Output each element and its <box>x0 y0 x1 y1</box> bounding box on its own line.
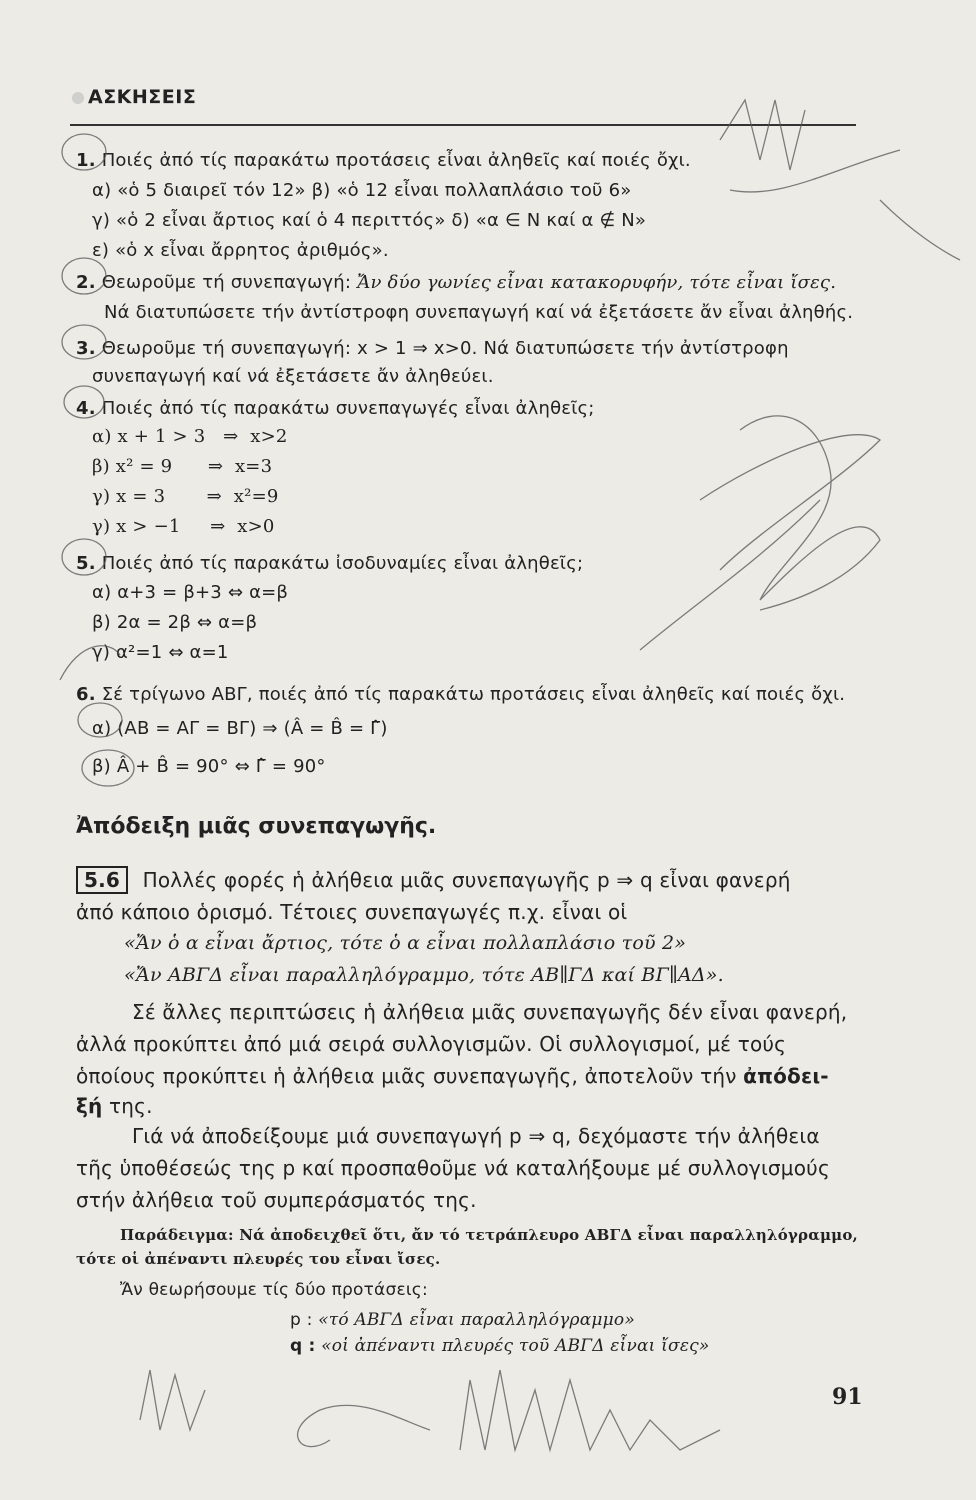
right-scribble-2 <box>700 435 880 570</box>
example-intro: Ἄν θεωρήσουμε τίς δύο προτάσεις: <box>120 1280 428 1300</box>
exercise-1-number: 1. <box>76 150 96 171</box>
signature-mark-3 <box>460 1370 720 1450</box>
right-scribble-3 <box>640 500 820 650</box>
paragraph-2-line-2: ἀλλά προκύπτει ἀπό μιά σειρά συλλογισμῶν. Οἱ συλλογισμοί, μέ τούς <box>76 1032 787 1056</box>
exercise-1-prompt: 1. Ποιές ἀπό τίς παρακάτω προτάσεις εἶναι ἀληθεῖς καί ποιές ὄχι. <box>76 150 691 171</box>
exercise-3-line-2: συνεπαγωγή καί νά ἐξετάσετε ἄν ἀληθεύει. <box>92 366 494 387</box>
proposition-p: p : «τό ΑΒΓΔ εἶναι παραλληλόγραμμο» <box>290 1310 635 1330</box>
exercise-4-circle <box>64 386 104 418</box>
paragraph-number-box: 5.6 <box>76 866 128 894</box>
signature-mark-2 <box>298 1405 430 1446</box>
exercise-1-line-b: γ) «ὁ 2 εἶναι ἄρτιος καί ὁ 4 περιττός» δ) «α ∈ N καί α ∉ N» <box>92 210 647 231</box>
proposition-q: q : «οἱ ἀπέναντι πλευρές τοῦ ΑΒΓΔ εἶναι ἴσες» <box>290 1336 710 1356</box>
exercise-2-prompt: 2. Θεωροῦμε τή συνεπαγωγή: Ἄν δύο γωνίες εἶναι κατακορυφήν, τότε εἶναι ἴσες. <box>76 272 837 293</box>
example-statement-line-2: τότε οἱ ἀπέναντι πλευρές του εἶναι ἴσες. <box>76 1250 441 1268</box>
paragraph-3-line-3: στήν ἀλήθεια τοῦ συμπεράσματός της. <box>76 1188 477 1212</box>
exercise-1-line-a: α) «ὁ 5 διαιρεῖ τόν 12» β) «ὁ 12 εἶναι πολλαπλάσιο τοῦ 6» <box>92 180 632 201</box>
paragraph-5-6-line-1: 5.6 Πολλές φορές ἡ ἀλήθεια μιᾶς συνεπαγωγῆς p ⇒ q εἶναι φανερή <box>76 866 791 894</box>
exercise-6-prompt: 6. Σέ τρίγωνο ΑΒΓ, ποιές ἀπό τίς παρακάτω προτάσεις εἶναι ἀληθεῖς καί ποιές ὄχι. <box>76 684 846 705</box>
exercise-4-item-d: γ) x > −1 ⇒ x>0 <box>92 516 275 537</box>
exercise-4-item-b: β) x² = 9 ⇒ x=3 <box>92 456 273 477</box>
exercise-5-item-a: α) α+3 = β+3 ⇔ α=β <box>92 582 289 603</box>
exercise-2-statement: Ἄν δύο γωνίες εἶναι κατακορυφήν, τότε εἶναι ἴσες. <box>357 272 837 293</box>
example-label: Παράδειγμα: <box>120 1226 234 1244</box>
exercise-4-number: 4. <box>76 398 96 419</box>
exercise-3-circle <box>62 325 106 359</box>
item-b-circle <box>82 750 134 786</box>
exercise-5-number: 5. <box>76 553 96 574</box>
exercise-2-line-2: Νά διατυπώσετε τήν ἀντίστροφη συνεπαγωγή καί νά ἐξετάσετε ἄν εἶναι ἀληθής. <box>104 302 854 323</box>
margin-stroke <box>880 200 960 260</box>
exercise-6-number: 6. <box>76 684 96 705</box>
item-a-circle <box>78 703 122 737</box>
exercise-2-number: 2. <box>76 272 96 293</box>
exercise-6-item-b: β) Â + B̂ = 90° ⇔ Γ̂ = 90° <box>92 756 326 777</box>
exercise-5-item-b: β) 2α = 2β ⇔ α=β <box>92 612 258 633</box>
exercise-5-circle <box>62 539 106 575</box>
paragraph-5-6-line-2: ἀπό κάποιο ὁρισμό. Τέτοιες συνεπαγωγές π.χ. εἶναι οἱ <box>76 900 628 924</box>
exercise-6-curve <box>60 646 120 680</box>
paragraph-3-line-1: Γιά νά ἀποδείξουμε μιά συνεπαγωγή p ⇒ q, δεχόμαστε τήν ἀλήθεια <box>132 1124 820 1148</box>
exercise-3-line-1: 3. Θεωροῦμε τή συνεπαγωγή: x > 1 ⇒ x>0. Νά διατυπώσετε τήν ἀντίστροφη <box>76 338 789 359</box>
exercise-1-circle <box>62 134 106 170</box>
exercise-4-item-a: α) x + 1 > 3 ⇒ x>2 <box>92 426 288 447</box>
exercise-2-circle <box>62 258 106 294</box>
exercise-5-prompt: 5. Ποιές ἀπό τίς παρακάτω ἰσοδυναμίες εἶναι ἀληθεῖς; <box>76 553 584 574</box>
section-title: ΑΣΚΗΣΕΙΣ <box>72 86 196 108</box>
bold-term-proof: ἀπόδει- <box>743 1064 829 1088</box>
exercise-6-item-a: α) (ΑΒ = ΑΓ = ΒΓ) ⇒ (Â = B̂ = Γ̂) <box>92 718 388 739</box>
example-implication-2: «Ἄν ΑΒΓΔ εἶναι παραλληλόγραμμο, τότε ΑΒ∥ΓΔ καί ΒΓ∥ΑΔ». <box>124 964 724 986</box>
exercise-1-line-c: ε) «ὁ x εἶναι ἄρρητος ἀριθμός». <box>92 240 389 261</box>
paragraph-2-line-1: Σέ ἄλλες περιπτώσεις ἡ ἀλήθεια μιᾶς συνεπαγωγῆς δέν εἶναι φανερή, <box>132 1000 848 1024</box>
paragraph-2-line-4: ξή της. <box>76 1094 153 1118</box>
page-number: 91 <box>832 1384 863 1410</box>
example-statement-line-1: Παράδειγμα: Νά ἀποδειχθεῖ ὅτι, ἄν τό τετράπλευρο ΑΒΓΔ εἶναι παραλληλόγραμμο, <box>120 1226 858 1244</box>
signature-mark-1 <box>140 1370 205 1430</box>
top-right-stroke <box>730 150 900 192</box>
section-heading: Ἀπόδειξη μιᾶς συνεπαγωγῆς. <box>76 814 437 839</box>
top-right-scribble <box>720 100 805 170</box>
paragraph-2-line-3: ὁποίους προκύπτει ἡ ἀλήθεια μιᾶς συνεπαγωγῆς, ἀποτελοῦν τήν ἀπόδει- <box>76 1064 829 1088</box>
exercise-3-number: 3. <box>76 338 96 359</box>
exercise-4-prompt: 4. Ποιές ἀπό τίς παρακάτω συνεπαγωγές εἶναι ἀληθεῖς; <box>76 398 595 419</box>
paragraph-3-line-2: τῆς ὑποθέσεώς της p καί προσπαθοῦμε νά καταλήξουμε μέ συλλογισμούς <box>76 1156 830 1180</box>
exercise-4-item-c: γ) x = 3 ⇒ x²=9 <box>92 486 279 507</box>
example-implication-1: «Ἄν ὁ α εἶναι ἄρτιος, τότε ὁ α εἶναι πολλαπλάσιο τοῦ 2» <box>124 932 687 954</box>
exercise-5-item-c: γ) α²=1 ⇔ α=1 <box>92 642 229 663</box>
